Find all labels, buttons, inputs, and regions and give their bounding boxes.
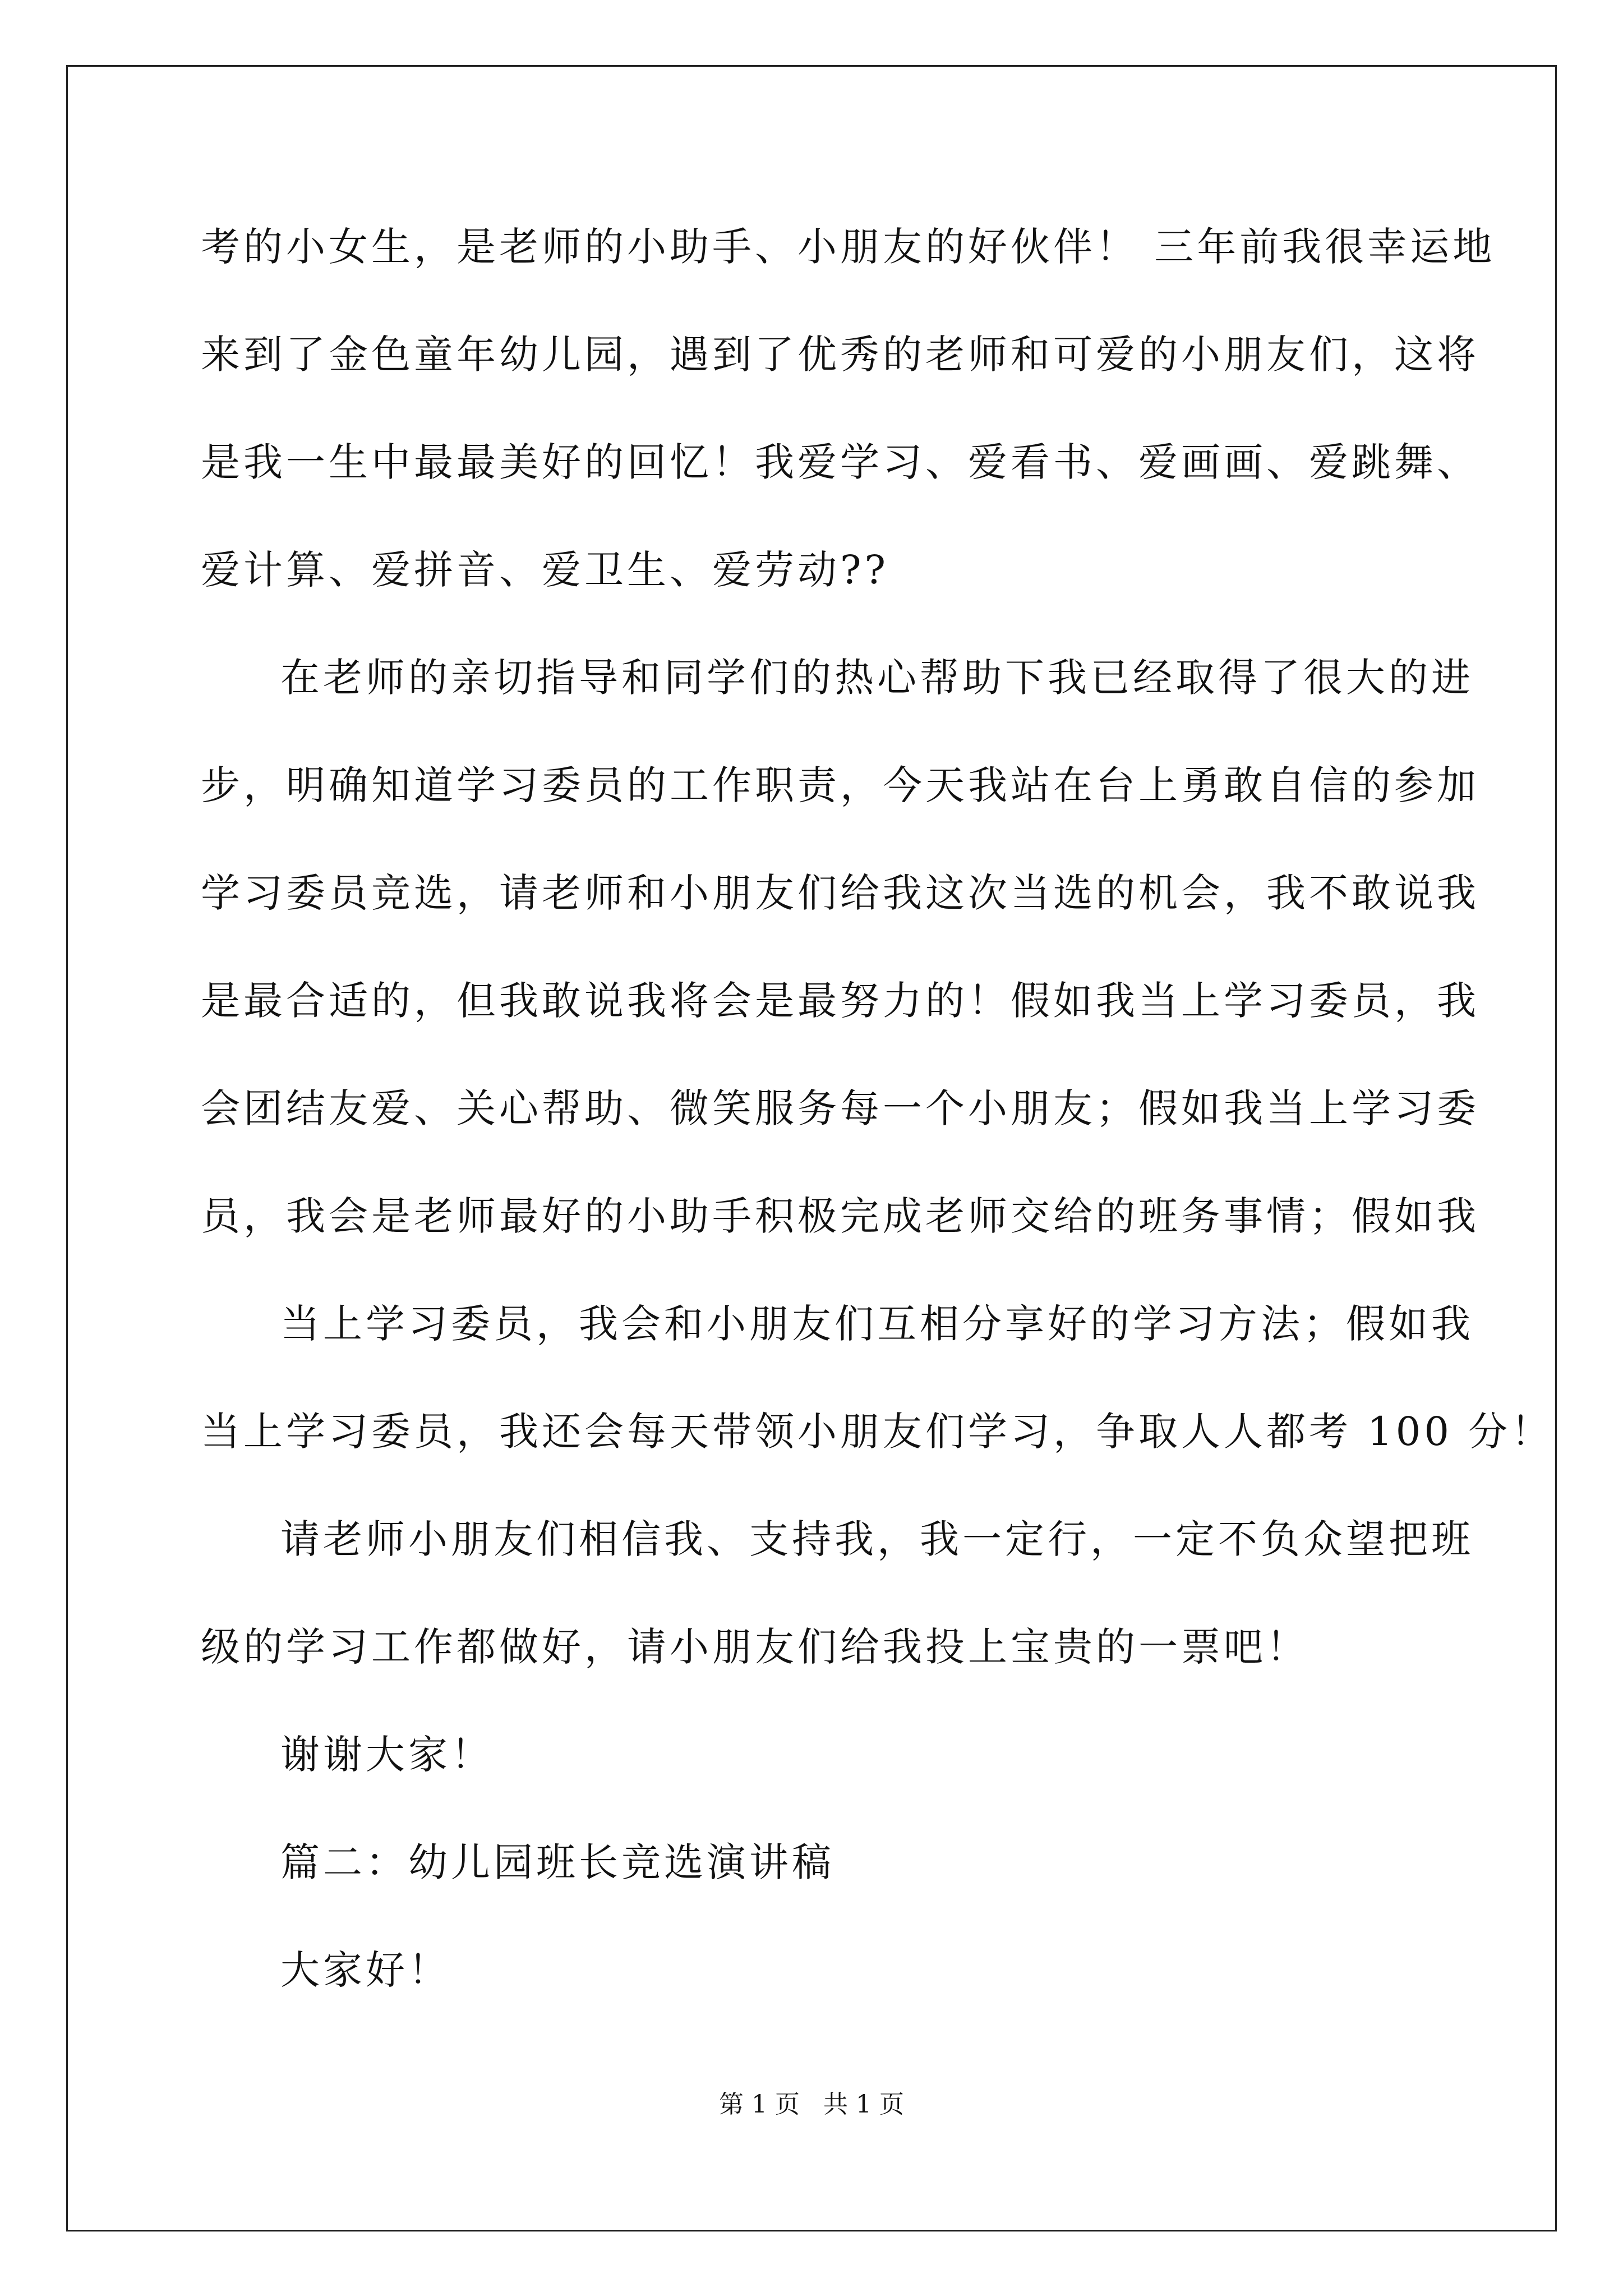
text-line-17: 大家好！ bbox=[280, 1947, 451, 1993]
page-border bbox=[66, 65, 1557, 2231]
section-heading: 篇二：幼儿园班长竞选演讲稿 bbox=[280, 1839, 834, 1885]
text-line-1: 考的小女生，是老师的小助手、小朋友的好伙伴！ 三年前我很幸运地 bbox=[201, 224, 1496, 270]
text-line-7: 学习委员竞选，请老师和小朋友们给我这次当选的机会，我不敢说我 bbox=[201, 870, 1479, 916]
text-line-10: 员，我会是老师最好的小助手积极完成老师交给的班务事情；假如我 bbox=[201, 1193, 1479, 1239]
text-line-12: 当上学习委员，我还会每天带领小朋友们学习，争取人人都考 100 分！ bbox=[201, 1409, 1554, 1455]
text-line-2: 来到了金色童年幼儿园，遇到了优秀的老师和可爱的小朋友们，这将 bbox=[201, 332, 1479, 378]
page-footer: 第 1 页 共 1 页 bbox=[719, 2090, 904, 2119]
text-line-13: 请老师小朋友们相信我、支持我，我一定行，一定不负众望把班 bbox=[280, 1516, 1474, 1562]
text-line-3: 是我一生中最最美好的回忆！我爱学习、爱看书、爱画画、爱跳舞、 bbox=[201, 439, 1479, 485]
text-line-11: 当上学习委员，我会和小朋友们互相分享好的学习方法；假如我 bbox=[280, 1301, 1474, 1347]
text-line-6: 步，明确知道学习委员的工作职责，今天我站在台上勇敢自信的参加 bbox=[201, 762, 1479, 808]
text-line-9: 会团结友爱、关心帮助、微笑服务每一个小朋友；假如我当上学习委 bbox=[201, 1085, 1479, 1131]
text-line-8: 是最合适的，但我敢说我将会是最努力的！假如我当上学习委员，我 bbox=[201, 978, 1479, 1024]
text-line-14: 级的学习工作都做好，请小朋友们给我投上宝贵的一票吧！ bbox=[201, 1624, 1309, 1670]
text-line-4: 爱计算、爱拼音、爱卫生、爱劳动?? bbox=[201, 547, 889, 593]
text-line-15: 谢谢大家！ bbox=[280, 1732, 494, 1778]
text-line-5: 在老师的亲切指导和同学们的热心帮助下我已经取得了很大的进 bbox=[280, 655, 1474, 701]
